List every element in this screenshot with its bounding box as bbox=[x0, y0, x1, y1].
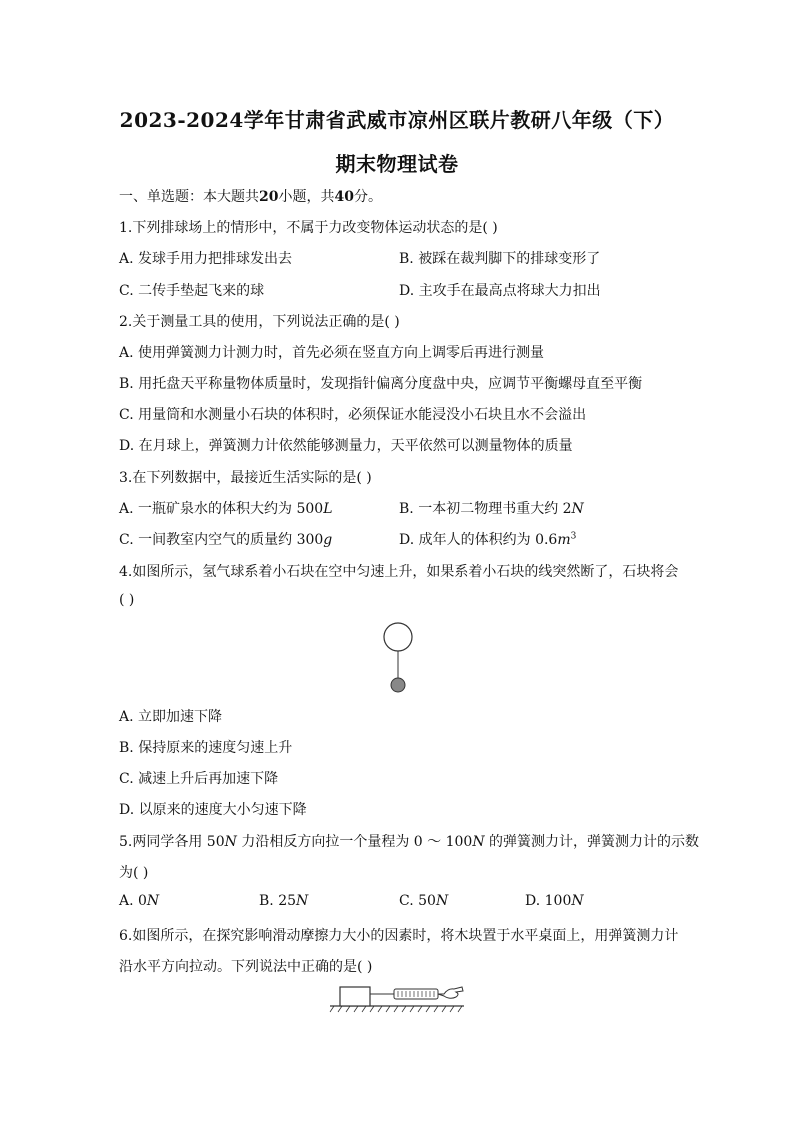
q2-option-c[interactable]: C. 用量筒和水测量小石块的体积时，必须保证水能浸没小石块且水不会溢出 bbox=[119, 407, 587, 423]
wood-block bbox=[340, 987, 370, 1006]
friction-experiment-figure bbox=[328, 982, 468, 1016]
q3-option-b[interactable]: B. 一本初二物理书重大约 2N bbox=[399, 501, 584, 517]
q1-option-a[interactable]: A. 发球手用力把排球发出去 bbox=[119, 251, 293, 267]
q3-option-d[interactable]: D. 成年人的体积约为 $0.6m^3$ bbox=[399, 531, 577, 548]
balloon-shape bbox=[384, 623, 412, 651]
q1-option-c[interactable]: C. 二传手垫起飞来的球 bbox=[119, 283, 265, 299]
q5-option-b[interactable]: B. 25N bbox=[259, 893, 309, 909]
section-heading: 一、单选题：本大题共20小题，共40分。 bbox=[119, 189, 382, 205]
balloon-stone-figure bbox=[380, 620, 420, 700]
q5-stem-line1: 5.两同学各用 50N 力沿相反方向拉一个量程为 0 ～ 100N 的弹簧测力计，弹簧测力计的示数 bbox=[119, 834, 700, 850]
q3-option-a[interactable]: A. 一瓶矿泉水的体积大约为 500L bbox=[119, 501, 333, 517]
exam-title-line1: 2023-2024学年甘肃省武威市凉州区联片教研八年级（下） bbox=[119, 108, 675, 132]
q2-option-b[interactable]: B. 用托盘天平称量物体质量时，发现指针偏离分度盘中央，应调节平衡螺母直至平衡 bbox=[119, 376, 643, 392]
q1-option-d[interactable]: D. 主攻手在最高点将球大力扣出 bbox=[399, 283, 601, 299]
stone-shape bbox=[391, 678, 405, 692]
q4-stem-line1: 4.如图所示，氢气球系着小石块在空中匀速上升，如果系着小石块的线突然断了，石块将会 bbox=[119, 564, 679, 580]
exam-title-line2: 期末物理试卷 bbox=[335, 152, 459, 176]
hand-icon bbox=[438, 987, 463, 998]
q2-stem: 2.关于测量工具的使用，下列说法正确的是( ) bbox=[119, 314, 400, 330]
q5-option-a[interactable]: A. 0N bbox=[119, 893, 160, 909]
q5-option-c[interactable]: C. 50N bbox=[399, 893, 449, 909]
q5-stem-line2: 为( ) bbox=[119, 865, 149, 881]
q2-option-d[interactable]: D. 在月球上，弹簧测力计依然能够测量力，天平依然可以测量物体的质量 bbox=[119, 438, 573, 454]
q4-stem-line2: ( ) bbox=[119, 592, 135, 608]
q1-option-b[interactable]: B. 被踩在裁判脚下的排球变形了 bbox=[399, 251, 601, 267]
q3-stem: 3.在下列数据中，最接近生活实际的是( ) bbox=[119, 470, 372, 486]
q4-option-c[interactable]: C. 减速上升后再加速下降 bbox=[119, 771, 279, 787]
q4-option-a[interactable]: A. 立即加速下降 bbox=[119, 709, 223, 725]
q4-option-b[interactable]: B. 保持原来的速度匀速上升 bbox=[119, 740, 293, 756]
q5-option-d[interactable]: D. 100N bbox=[525, 893, 584, 909]
q2-option-a[interactable]: A. 使用弹簧测力计测力时，首先必须在竖直方向上调零后再进行测量 bbox=[119, 345, 545, 361]
q6-stem-line1: 6.如图所示，在探究影响滑动摩擦力大小的因素时，将木块置于水平桌面上，用弹簧测力计 bbox=[119, 928, 679, 944]
q3-option-c[interactable]: C. 一间教室内空气的质量约 300g bbox=[119, 532, 333, 548]
table-hatching bbox=[330, 1006, 462, 1012]
q6-stem-line2: 沿水平方向拉动。下列说法中正确的是( ) bbox=[119, 959, 373, 975]
q4-option-d[interactable]: D. 以原来的速度大小匀速下降 bbox=[119, 802, 307, 818]
q1-stem: 1.下列排球场上的情形中，不属于力改变物体运动状态的是( ) bbox=[119, 220, 498, 236]
spring-scale bbox=[394, 989, 438, 999]
